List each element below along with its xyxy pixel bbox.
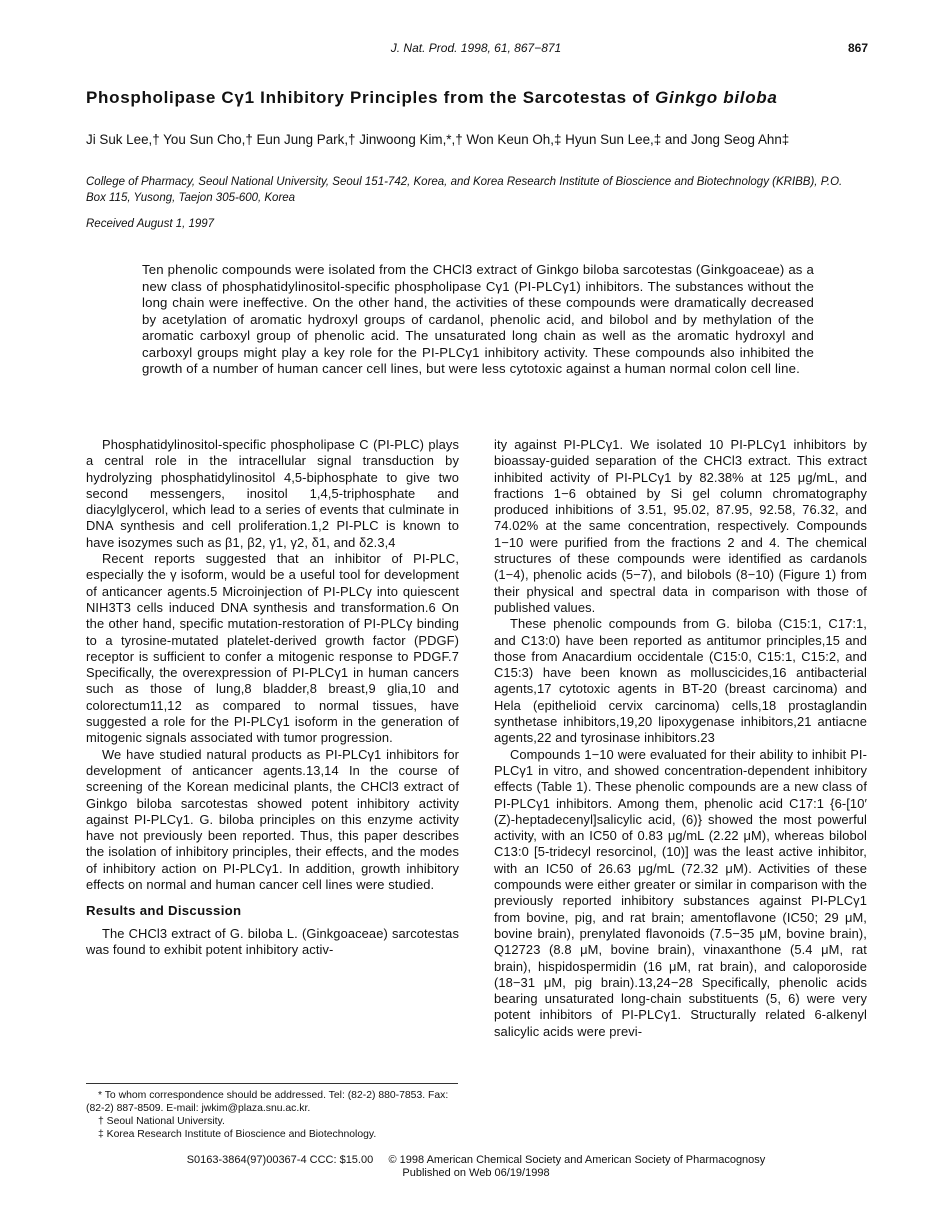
footnote-correspondence: * To whom correspondence should be addressed. Tel: (82-2) 880-7853. Fax: (82-2) 887-8509. E-mail: jwkim@plaza.snu.ac.kr. xyxy=(86,1090,449,1114)
section-heading: Results and Discussion xyxy=(86,903,242,919)
body-paragraph: Phosphatidylinositol-specific phospholipase C (PI-PLC) plays a central role in the intracellular signal transduction by hydrolyzing phosphatidylinositol 4,5-biphosphate to give two second messengers, inositol 1,4,5-triphosphate and diacylglycerol, which lead to a series of events that culminate in DNA synthesis and cell proliferation.1,2 PI-PLC is known to have isozymes such as β1, β2, γ1, γ2, δ1, and δ2.3,4 xyxy=(86,437,459,550)
journal-citation: J. Nat. Prod. 1998, 61, 867−871 xyxy=(390,41,562,55)
footer-published: Published on Web 06/19/1998 xyxy=(402,1167,550,1179)
body-column-right xyxy=(494,437,867,1040)
body-paragraph: ity against PI-PLCγ1. We isolated 10 PI-PLCγ1 inhibitors by bioassay-guided separation of the CHCl3 extract. This extract inhibited activity of PI-PLCγ1 by 82.38% at 125 μg/mL, and fractions 1−6 obtained by Si gel column chromatography produced inhibitions of 3.51, 95.02, 87.95, 92.58, 76.32, and 74.02% at the same concentration, respectively. Compounds 1−10 were purified from the fractions 2 and 4. The chemical structures of these compounds were identified as cardanols (1−4), phenolic acids (5−7), and bilobols (8−10) (Figure 1) from their physical and spectral data in comparison with those of published values. xyxy=(494,437,867,615)
title-species: Ginkgo biloba xyxy=(655,88,778,107)
footnotes xyxy=(86,1089,459,1141)
body-paragraph: Compounds 1−10 were evaluated for their ability to inhibit PI-PLCγ1 in vitro, and showed concentration-dependent inhibitory effects (Table 1). These phenolic compounds are a new class of PI-PLCγ1 inhibitors. Among them, phenolic acid C17:1 {6-[10′ (Z)-heptadecenyl]salicylic acid, (6)} showed the most powerful activity, with an IC50 of 0.83 μg/mL (2.22 μM), whereas bilobol C13:0 [5-tridecyl resorcinol, (10)] was the least active inhibitor, with an IC50 of 26.63 μg/mL (72.32 μM). Activities of these compounds were either greater or similar in comparison with the previously reported inhibitory substances against PI-PLCγ1 from bovine, pig, and rat brain; amentoflavone (IC50; 29 μM, bovine brain), prenylated flavonoids (7.5−35 μM, bovine brain), Q12723 (8.8 μM, bovine brain), vinaxanthone (5.4 μM, rat brain), hispidospermidin (16 μM, rat brain), and caloporoside (18−31 μM, pig brain).13,24−28 Specifically, phenolic acids bearing unsaturated long-chain substituents (5, 6) were very potent inhibitors of PI-PLCγ1. Structurally related 6-alkenyl salicylic acids were previ- xyxy=(494,746,867,1039)
received-date: Received August 1, 1997 xyxy=(86,218,215,230)
footnote-affiliation-1: † Seoul National University. xyxy=(98,1116,225,1127)
article-title xyxy=(86,88,876,108)
footnote-affiliation-2: ‡ Korea Research Institute of Bioscience and Biotechnology. xyxy=(98,1129,377,1140)
body-paragraph: We have studied natural products as PI-PLCγ1 inhibitors for development of anticancer agents.13,14 In the course of screening of the Korean medicinal plants, the CHCl3 extract of Ginkgo biloba sarcotestas showed potent inhibitory activity against PI-PLCγ1. G. biloba principles on this enzyme activity have not previously been reported. Thus, this paper describes the isolation of inhibitory principles, their effects, and the modes of inhibitory action on PI-PLCγ1. In addition, growth inhibitory effects on normal and human cancer cell lines were studied. xyxy=(86,746,459,893)
body-paragraph: The CHCl3 extract of G. biloba L. (Ginkgoaceae) sarcotestas was found to exhibit potent inhibitory activ- xyxy=(86,925,459,957)
body-paragraph: Recent reports suggested that an inhibitor of PI-PLC, especially the γ isoform, would be a useful tool for development of anticancer agents.5 Microinjection of PI-PLCγ into quiescent NIH3T3 cells induced DNA synthesis and transformation.6 On the other hand, specific mutation-restoration of PI-PLCγ binding to a tyrosine-mutated platelet-derived growth factor (PDGF) receptor is sufficient to confer a mitogenic response to PDGF.7 Specifically, the overexpression of PI-PLCγ1 in human cancers such as those of lung,8 bladder,8 breast,9 glia,10 and colorectum11,12 as compared to normal tissues, have suggested a role for the PI-PLCγ1 isoform in the generation of mitogenic signals associated with tumor progression. xyxy=(86,551,459,746)
body-column-left xyxy=(86,437,459,958)
title-main: Phospholipase Cγ1 Inhibitory Principles from the Sarcotestas of xyxy=(86,88,656,107)
footer-copyright: S0163-3864(97)00367-4 CCC: $15.00 © 1998 American Chemical Society and American Society of Pharmacognosy xyxy=(186,1154,766,1166)
footnote-divider xyxy=(86,1083,458,1084)
page-footer xyxy=(86,1154,866,1180)
author-list: Ji Suk Lee,† You Sun Cho,† Eun Jung Park,† Jinwoong Kim,*,† Won Keun Oh,‡ Hyun Sun Lee,‡ and Jong Seog Ahn‡ xyxy=(86,132,790,147)
abstract: Ten phenolic compounds were isolated from the CHCl3 extract of Ginkgo biloba sarcotestas (Ginkgoaceae) as a new class of phosphatidylinositol-specific phospholipase Cγ1 (PI-PLCγ1) inhibitors. The substances without the long chain were ineffective. On the other hand, the activities of these compounds were dramatically decreased by acetylation of aromatic hydroxyl groups of cardanol, phenolic acid, and bilobol and by methylation of the aromatic carboxyl group of phenolic acid. The unsaturated long chain as well as the aromatic hydroxyl and carboxyl groups might play a key role for the PI-PLCγ1 inhibitory activity. These compounds also inhibited the growth of a number of human cancer cell lines, but were less cytotoxic against a human normal colon cell line. xyxy=(142,262,814,376)
body-paragraph: These phenolic compounds from G. biloba (C15:1, C17:1, and C13:0) have been reported as antitumor principles,15 and those from Anacardium occidentale (C15:0, C15:1, C15:2, and C15:3) have been known as molluscicides,16 antibacterial agents,17 cytotoxic agents in BT-20 (breast carcinoma) and Hela (epithelioid cervix carcinoma) cells,18 prostaglandin synthetase inhibitors,19,20 lipoxygenase inhibitors,21 antiacne agents,22 and tyrosinase inhibitors.23 xyxy=(494,616,867,746)
affiliation: College of Pharmacy, Seoul National University, Seoul 151-742, Korea, and Korea Research Institute of Bioscience and Biotechnology (KRIBB), P.O. Box 115, Yusong, Taejon 305-600, Korea xyxy=(86,176,843,204)
page-number: 867 xyxy=(847,41,868,55)
